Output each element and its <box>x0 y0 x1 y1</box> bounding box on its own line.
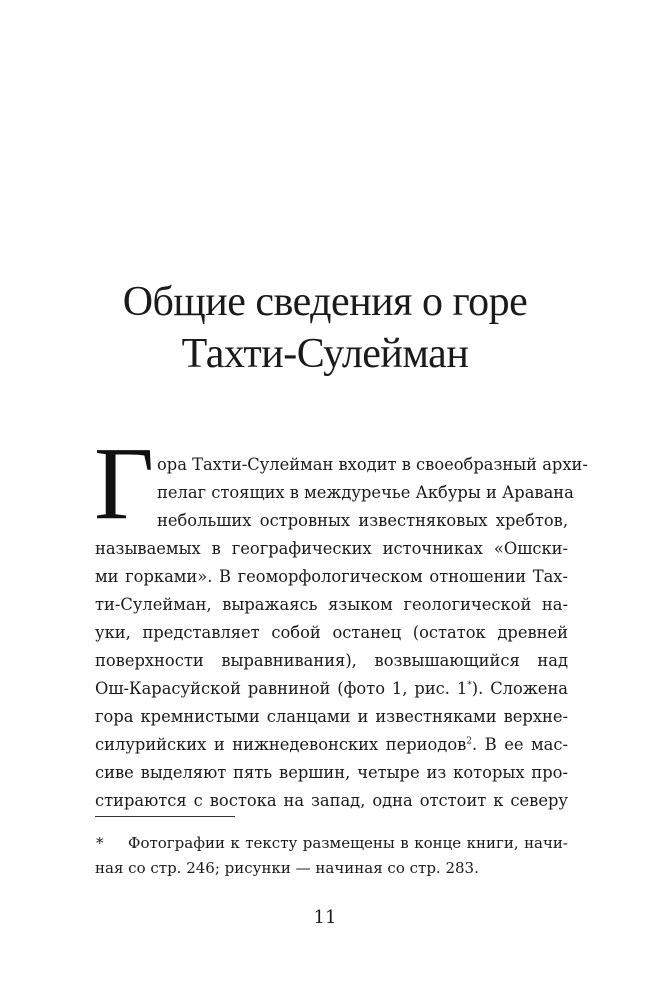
footnote-reference: 2 <box>466 736 473 747</box>
chapter-title-line-1: Общие сведения о горе <box>122 279 528 325</box>
footnote-divider <box>95 816 235 817</box>
body-line: ора Тахти-Сулейман входит в своеобразный архи- <box>157 455 588 474</box>
body-line <box>95 731 568 759</box>
body-line <box>95 675 568 703</box>
body-line: ти-Сулейман, выражаясь языком геологической на- <box>95 595 568 614</box>
body-line: уки, представляет собой останец (остаток древней <box>95 623 568 642</box>
body-line: ми горками». В геоморфологическом отношении Тах- <box>95 567 568 586</box>
chapter-title-line-2: Тахти-Сулейман <box>181 331 469 377</box>
body-line: небольших островных известняковых хребтов, <box>157 511 568 530</box>
body-line: гора кремнистыми сланцами и известняками верхне- <box>95 707 568 726</box>
body-line: сиве выделяют пять вершин, четыре из которых про- <box>95 763 568 782</box>
body-line: называемых в географических источниках «Ошски- <box>95 539 568 558</box>
footnote-line: ная со стр. 246; рисунки — начиная со стр. 283. <box>95 859 479 877</box>
footnote-marker: * <box>96 834 104 852</box>
body-line: пелаг стоящих в междуречье Акбуры и Аравана <box>157 483 574 502</box>
chapter-title <box>0 276 650 380</box>
body-line-text: Ош-Карасуйской равниной (фото 1, рис. 1 <box>95 679 468 698</box>
page-number: 11 <box>313 907 337 928</box>
footnote-reference: * <box>467 680 472 691</box>
body-line-text: силурийских и нижнедевонских периодов <box>95 735 467 754</box>
body-line: поверхности выравнивания), возвышающийся над <box>95 651 568 670</box>
body-line-text: . В ее мас- <box>472 735 568 754</box>
footnote-line: Фотографии к тексту размещены в конце книги, начи- <box>128 834 568 852</box>
drop-cap: Г <box>94 426 155 541</box>
body-line-text: ). Сложена <box>471 679 568 698</box>
body-line: стираются с востока на запад, одна отстоит к северу <box>95 791 568 810</box>
